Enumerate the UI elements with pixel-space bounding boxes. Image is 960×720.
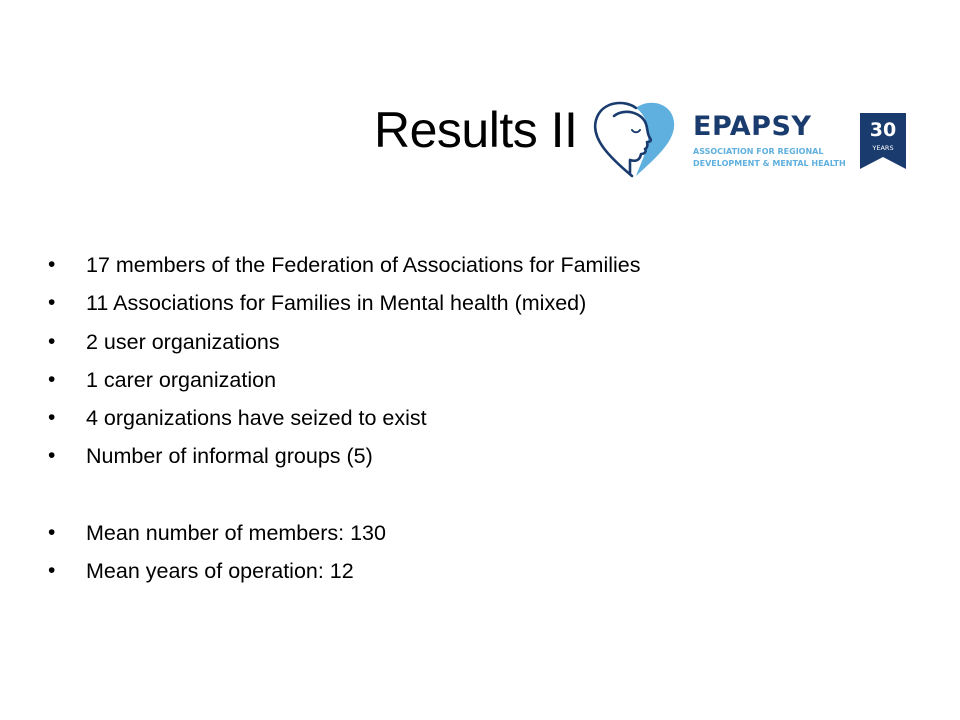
bullet-list (48, 246, 908, 591)
list-spacer (48, 476, 908, 514)
brand-tagline (693, 146, 863, 170)
bullet-icon: • (48, 521, 56, 545)
bullet-icon: • (48, 406, 56, 430)
anniversary-badge (860, 113, 906, 169)
head-heart-icon (592, 100, 676, 180)
bullet-item (48, 514, 908, 552)
bullet-item (48, 323, 908, 361)
bullet-icon: • (48, 559, 56, 583)
bullet-item (48, 437, 908, 475)
brand-tagline-line1: ASSOCIATION FOR REGIONAL (693, 147, 824, 156)
bullet-text: Number of informal groups (5) (86, 444, 373, 469)
bullet-icon: • (48, 367, 56, 391)
bullet-text: 2 user organizations (86, 329, 280, 354)
anniversary-number: 30 (869, 119, 897, 141)
bullet-item (48, 246, 908, 284)
brand-name: EPAPSY (693, 111, 812, 142)
bullet-icon: • (48, 329, 56, 353)
bullet-item (48, 552, 908, 590)
slide-title: Results II (374, 102, 578, 158)
anniversary-label: YEARS (872, 144, 894, 152)
bullet-icon: • (48, 291, 56, 315)
bullet-text: Mean years of operation: 12 (86, 559, 354, 584)
bullet-text: Mean number of members: 130 (86, 521, 386, 546)
bullet-text: 11 Associations for Families in Mental health (mixed) (86, 291, 587, 316)
bullet-text: 1 carer organization (86, 367, 277, 392)
bullet-item (48, 361, 908, 399)
brand-tagline-line2: DEVELOPMENT & MENTAL HEALTH (693, 159, 846, 168)
brand-logo (693, 112, 863, 170)
bullet-item (48, 284, 908, 322)
bullet-text: 17 members of the Federation of Associations for Families (86, 253, 641, 277)
bullet-item (48, 399, 908, 437)
bullet-icon: • (48, 444, 56, 468)
bullet-icon: • (48, 253, 56, 276)
bullet-text: 4 organizations have seized to exist (86, 406, 427, 431)
